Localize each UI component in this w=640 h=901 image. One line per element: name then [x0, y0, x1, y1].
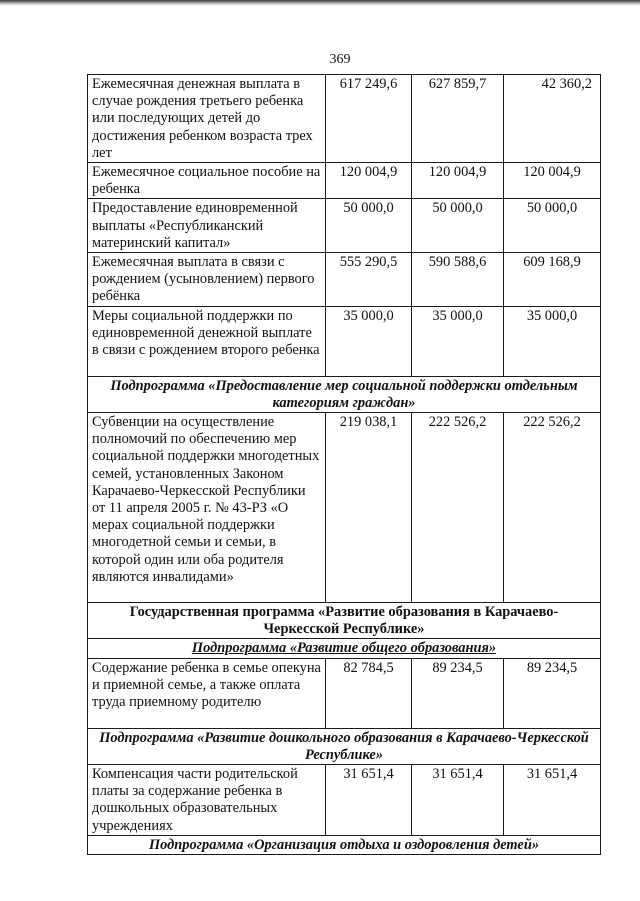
value-cell: 50 000,0	[412, 199, 504, 253]
table-row	[88, 163, 601, 199]
subprogram-row	[88, 728, 601, 764]
subprogram-row	[88, 376, 601, 412]
subprogram-row	[88, 639, 601, 658]
program-row	[88, 603, 601, 639]
row-label: Предоставление единовременной выплаты «Республиканский материнский капитал»	[88, 199, 326, 253]
table-row	[88, 253, 601, 307]
value-cell: 120 004,9	[326, 163, 412, 199]
value-cell: 35 000,0	[326, 306, 412, 376]
value-cell: 31 651,4	[326, 765, 412, 836]
value-cell: 627 859,7	[412, 75, 504, 163]
value-cell: 35 000,0	[412, 306, 504, 376]
subprogram-heading: Подпрограмма «Развитие дошкольного образования в Карачаево-Черкесской Республике»	[88, 728, 601, 764]
row-label: Ежемесячная выплата в связи с рождением (усыновлением) первого ребёнка	[88, 253, 326, 307]
subprogram-heading: Подпрограмма «Организация отдыха и оздоровления детей»	[88, 835, 601, 854]
page-number: 369	[329, 52, 351, 67]
program-heading: Государственная программа «Развитие образования в Карачаево-Черкесской Республике»	[88, 603, 601, 639]
value-cell: 89 234,5	[504, 658, 601, 728]
value-cell: 590 588,6	[412, 253, 504, 307]
value-cell: 50 000,0	[504, 199, 601, 253]
row-label: Ежемесячная денежная выплата в случае рождения третьего ребенка или последующих детей до достижения ребенком возраста трех лет	[88, 75, 326, 163]
table-row	[88, 413, 601, 603]
row-label: Меры социальной поддержки по единовременной денежной выплате в связи с рождением второго ребенка	[88, 306, 326, 376]
value-cell: 222 526,2	[412, 413, 504, 603]
value-cell: 89 234,5	[412, 658, 504, 728]
subprogram-heading-text: Подпрограмма «Развитие общего образования»	[191, 640, 497, 657]
subprogram-row	[88, 835, 601, 854]
table-row	[88, 765, 601, 836]
subprogram-heading	[88, 639, 601, 658]
table-row	[88, 199, 601, 253]
value-cell: 120 004,9	[504, 163, 601, 199]
value-cell: 222 526,2	[504, 413, 601, 603]
row-label: Ежемесячное социальное пособие на ребенка	[88, 163, 326, 199]
value-cell: 31 651,4	[504, 765, 601, 836]
row-label: Содержание ребенка в семье опекуна и приемной семье, а также оплата труда приемному родителю	[88, 658, 326, 728]
table-row	[88, 75, 601, 163]
value-cell: 82 784,5	[326, 658, 412, 728]
row-label: Субвенции на осуществление полномочий по обеспечению мер социальной поддержки многодетных семей, установленных Законом Карачаево-Черкесской Республики от 11 апреля 2005 г. № 43-РЗ «О мерах социальной поддержки многодетной семьи и семьи, в которой один или оба родителя являются инвалидами»	[88, 413, 326, 603]
value-cell: 35 000,0	[504, 306, 601, 376]
value-cell: 120 004,9	[412, 163, 504, 199]
scan-edge-shadow	[0, 0, 640, 6]
value-cell: 50 000,0	[326, 199, 412, 253]
table-row	[88, 306, 601, 376]
value-cell: 609 168,9	[504, 253, 601, 307]
value-cell: 219 038,1	[326, 413, 412, 603]
row-label: Компенсация части родительской платы за содержание ребенка в дошкольных образовательных учреждениях	[88, 765, 326, 836]
value-cell: 617 249,6	[326, 75, 412, 163]
value-cell: 31 651,4	[412, 765, 504, 836]
subprogram-heading: Подпрограмма «Предоставление мер социальной поддержки отдельным категориям граждан»	[88, 376, 601, 412]
table-row	[88, 658, 601, 728]
value-cell: 555 290,5	[326, 253, 412, 307]
value-cell: 42 360,2	[504, 75, 601, 163]
budget-table	[87, 74, 601, 855]
